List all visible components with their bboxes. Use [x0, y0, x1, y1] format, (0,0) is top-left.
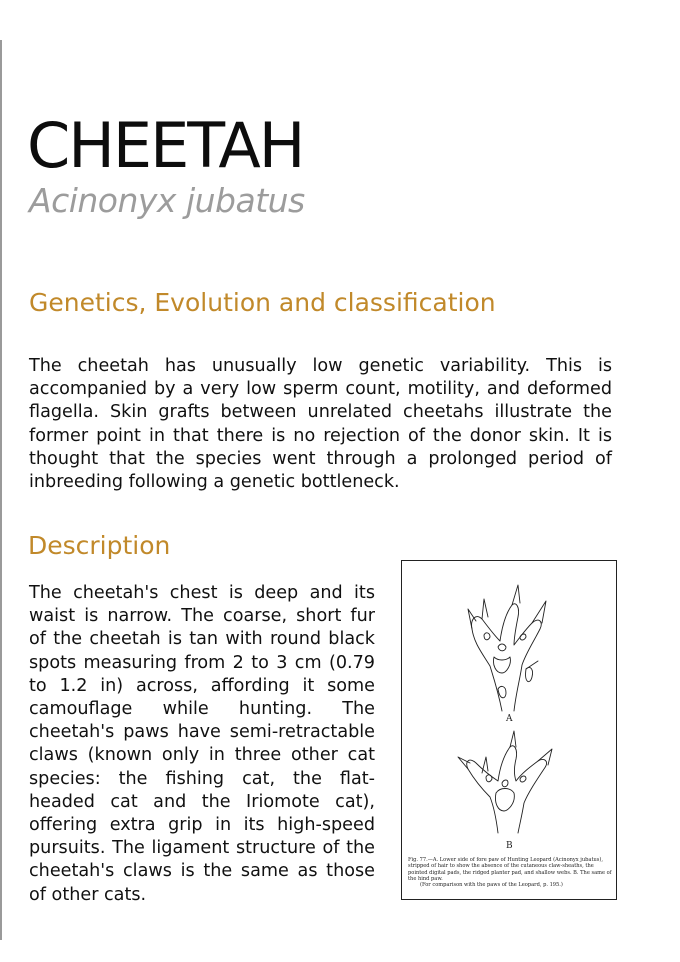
- page-edge-rule: [0, 40, 2, 940]
- figure-caption: [408, 857, 612, 888]
- description-paragraph: The cheetah's chest is deep and its waist is narrow. The coarse, short fur of the cheetah is tan with round black spots measuring from 2 to 3 cm (0.79 to 1.2 in) across, affording it some camouflage while hunting. The cheetah's paws have semi-retractable claws (known only in three other cat species: the fishing cat, the flat-headed cat and the Iriomote cat), offering extra grip in its high-speed pursuits. The ligament structure of the cheetah's claws is the same as those of other cats.: [29, 583, 375, 905]
- page-title: CHEETAH: [27, 109, 304, 182]
- figure-caption-main: Fig. 77.—A. Lower side of fore paw of Hunting Leopard (Acinonyx jubatus), stripped of hair to show the absence of the cutaneous claw-sheaths, the pointed digital pads, the ridged planter pad, and shallow webs. B. The same of the hind paw.: [408, 857, 612, 882]
- fore-paw-drawing: [468, 585, 546, 711]
- paw-drawing: [402, 561, 618, 861]
- figure-caption-note: (For comparison with the paws of the Leopard, p. 195.): [420, 882, 563, 889]
- section-heading-description: Description: [28, 531, 171, 560]
- paw-illustration-figure: [401, 560, 617, 900]
- hind-paw-drawing: [458, 731, 552, 833]
- genetics-paragraph: The cheetah has unusually low genetic variability. This is accompanied by a very low sperm count, motility, and deformed flagella. Skin grafts between unrelated cheetahs illustrate the former point in that there is no rejection of the donor skin. It is thought that the species went through a prolonged period of inbreeding following a genetic bottleneck.: [29, 356, 612, 493]
- figure-label-b: B: [506, 841, 513, 851]
- figure-label-a: A: [506, 714, 513, 724]
- section-heading-genetics: Genetics, Evolution and classification: [29, 288, 496, 317]
- scientific-name: Acinonyx jubatus: [29, 181, 305, 220]
